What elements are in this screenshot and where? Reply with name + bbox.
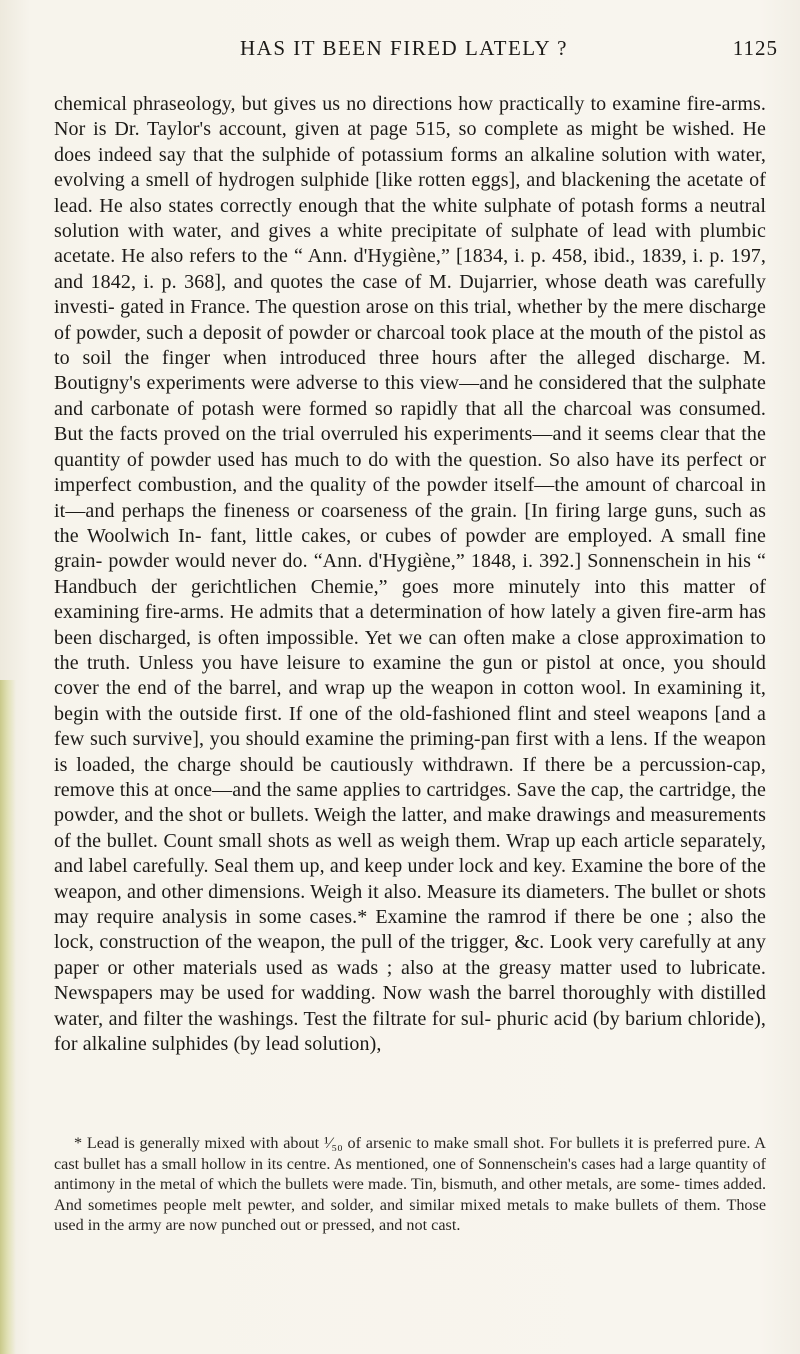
running-title: HAS IT BEEN FIRED LATELY ? — [240, 36, 568, 60]
footnote-text: * Lead is generally mixed with about ¹⁄₅₀ of arsenic to make small shot. For bullets it is preferred pure. A cast bullet has a small hollow in its centre. As mentioned, one of Sonnenschein's cases had a large quantity of antimony in the metal of which the bullets were made. Tin, bismuth, and other metals, are some- times added. And sometimes people melt pewter, and solder, and similar mixed metals to make bullets of them. Those used in the army are now punched out or pressed, and not cast. — [54, 1134, 766, 1234]
page-number: 1125 — [732, 36, 778, 60]
footnote — [54, 1133, 766, 1236]
page-binding-edge — [0, 680, 16, 1354]
body-paragraph: chemical phraseology, but gives us no directions how practically to examine fire-arms. Nor is Dr. Taylor's account, given at page 515, so complete as might be wished. He does indeed say that the sulphide of potassium forms an alkaline solution with water, evolving a smell of hydrogen sulphide [like rotten eggs], and blackening the acetate of lead. He also states correctly enough that the white sulphate of potash forms a neutral solution with water, and gives a white precipitate of sulphate of lead with plumbic acetate. He also refers to the “ Ann. d'Hygiène,” [1834, i. p. 458, ibid., 1839, i. p. 197, and 1842, i. p. 368], and quotes the case of M. Dujarrier, whose death was carefully investi- gated in France. The question arose on this trial, whether by the mere discharge of powder, such a deposit of powder or charcoal took place at the mouth of the pistol as to soil the finger when introduced three hours after the alleged discharge. M. Boutigny's experiments were adverse to this view—and he considered that the sulphate and carbonate of potash were formed so rapidly that all the charcoal was consumed. But the facts proved on the trial overruled his experiments—and it seems clear that the quantity of powder used has much to do with the question. So also have its perfect or imperfect combustion, and the quality of the powder itself—the amount of charcoal in it—and perhaps the fineness or coarseness of the grain. [In firing large guns, such as the Woolwich In- fant, little cakes, or cubes of powder are employed. A small fine grain- powder would never do. “Ann. d'Hygiène,” 1848, i. 392.] Sonnenschein in his “ Handbuch der gerichtlichen Chemie,” goes more minutely into this matter of examining fire-arms. He admits that a determination of how lately a given fire-arm has been discharged, is often impossible. Yet we can often make a close approximation to the truth. Unless you have leisure to examine the gun or pistol at once, you should cover the end of the barrel, and wrap up the weapon in cotton wool. In examining it, begin with the outside first. If one of the old-fashioned flint and steel weapons [and a few such survive], you should examine the priming-pan first with a lens. If the weapon is loaded, the charge should be cautiously withdrawn. If there be a percussion-cap, remove this at once—and the same applies to cartridges. Save the cap, the cartridge, the powder, and the shot or bullets. Weigh the latter, and make drawings and measurements of the bullet. Count small shots as well as weigh them. Wrap up each article separately, and label carefully. Seal them up, and keep under lock and key. Examine the bore of the weapon, and other dimensions. Weigh it also. Measure its diameters. The bullet or shots may require analysis in some cases.* Examine the ramrod if there be one ; also the lock, construction of the weapon, the pull of the trigger, &c. Look very carefully at any paper or other materials used as wads ; also at the greasy matter used to lubricate. Newspapers may be used for wadding. Now wash the barrel thoroughly with distilled water, and filter the washings. Test the filtrate for sul- phuric acid (by barium chloride), for alkaline sulphides (by lead solution), — [54, 93, 766, 1056]
body-text — [54, 92, 766, 1057]
running-head — [0, 36, 800, 72]
